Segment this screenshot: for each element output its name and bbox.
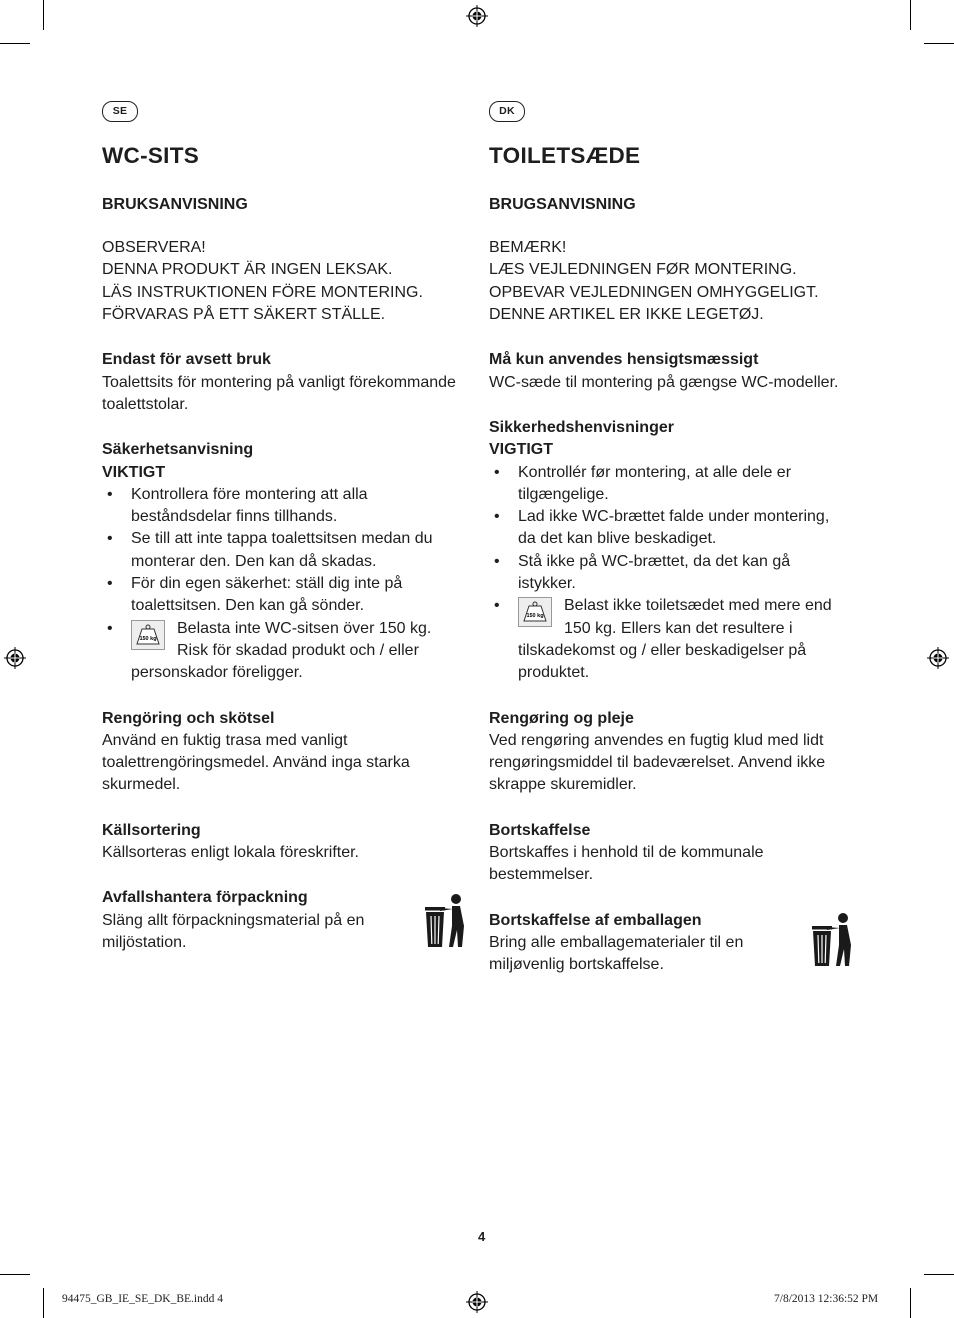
page-title-dk: TOILETSÆDE — [489, 143, 641, 168]
list-item: • Kontrollera före montering att alla beståndsdelar finns tillhands. — [102, 484, 464, 529]
packaging-heading: Avfallshantera förpackning — [102, 889, 308, 907]
sorting-heading: Bortskaffelse — [489, 821, 591, 839]
safety-list — [489, 462, 851, 685]
sorting-heading: Källsortering — [102, 821, 201, 839]
intended-use-heading: Endast för avsett bruk — [102, 351, 271, 369]
registration-mark-icon — [927, 647, 949, 669]
list-item: • Kontrollér før montering, at alle dele er tilgængelige. — [489, 462, 851, 507]
crop-mark — [924, 1274, 954, 1275]
sorting-block-se — [102, 820, 464, 865]
crop-mark — [43, 1288, 44, 1318]
intended-use-block-se — [102, 349, 464, 416]
warning-line: DENNE ARTIKEL ER IKKE LEGETØJ. — [489, 306, 764, 324]
safety-list — [102, 484, 464, 685]
care-block-se — [102, 708, 464, 797]
list-item-weight — [489, 595, 851, 684]
tidyman-disposal-icon — [422, 893, 466, 949]
care-block-dk — [489, 708, 851, 797]
packaging-block-se — [102, 887, 392, 954]
list-item: • Stå ikke på WC-brættet, da det kan gå istykker. — [489, 551, 851, 596]
weight-icon-label: • 150 kg — [139, 635, 157, 642]
page-number: 4 — [478, 1229, 486, 1244]
crop-mark — [924, 43, 954, 44]
page-title-se: WC-SITS — [102, 143, 200, 168]
safety-heading: Sikkerhedshenvisninger — [489, 418, 674, 436]
warning-block-se — [102, 237, 464, 326]
list-item-weight — [102, 618, 464, 685]
intended-use-block-dk — [489, 349, 851, 394]
sorting-text: Källsorteras enligt lokala föreskrifter. — [102, 844, 359, 862]
safety-heading: Säkerhetsanvisning — [102, 441, 254, 459]
safety-block-se — [102, 439, 464, 684]
safety-block-dk — [489, 417, 851, 685]
warning-line: LÄS INSTRUKTIONEN FÖRE MONTERING. — [102, 283, 423, 301]
list-item: • För din egen säkerhet: ställ dig inte på toalettsitsen. Den kan gå sönder. — [102, 573, 464, 618]
packaging-block-dk — [489, 910, 779, 977]
care-heading: Rengøring og pleje — [489, 709, 634, 727]
packaging-text: Bring alle emballagematerialer til en miljøvenlig bortskaffelse. — [489, 933, 744, 974]
registration-mark-icon — [4, 647, 26, 669]
registration-mark-icon — [466, 5, 488, 27]
danish-column — [489, 101, 851, 977]
care-text: Använd en fuktig trasa med vanligt toalettrengöringsmedel. Använd inga starka skurmedel. — [102, 731, 410, 794]
warning-line: OPBEVAR VEJLEDNINGEN OMHYGGELIGT. — [489, 283, 819, 301]
warning-line: BEMÆRK! — [489, 239, 567, 257]
section-heading-manual-dk: BRUGSANVISNING — [489, 196, 636, 213]
footer-filename: 94475_GB_IE_SE_DK_BE.indd 4 — [62, 1293, 223, 1305]
warning-line: OBSERVERA! — [102, 239, 206, 257]
language-badge-se: SE — [102, 101, 138, 122]
language-badge-dk: DK — [489, 101, 525, 122]
weight-150kg-icon — [131, 620, 165, 650]
weight-150kg-icon — [518, 597, 552, 627]
crop-mark — [910, 1288, 911, 1318]
packaging-text: Släng allt förpackningsmaterial på en miljöstation. — [102, 911, 365, 951]
sorting-text: Bortskaffes i henhold til de kommunale bestemmelser. — [489, 844, 764, 884]
registration-mark-icon — [466, 1291, 488, 1313]
crop-mark — [0, 1274, 30, 1275]
weight-icon-label: • 150 kg — [526, 613, 544, 620]
intended-use-heading: Må kun anvendes hensigtsmæssigt — [489, 351, 759, 369]
sorting-block-dk — [489, 820, 789, 887]
safety-subheading: VIKTIGT — [102, 463, 166, 481]
swedish-column — [102, 101, 464, 954]
safety-subheading: VIGTIGT — [489, 441, 553, 459]
warning-block-dk — [489, 237, 851, 326]
list-item: • Se till att inte tappa toalettsitsen medan du monterar den. Den kan då skadas. — [102, 528, 464, 573]
care-text: Ved rengøring anvendes en fugtig klud med lidt rengøringsmiddel til badeværelset. Anvend ikke skrappe skuremidler. — [489, 731, 826, 794]
intended-use-text: WC-sæde til montering på gængse WC-modeller. — [489, 373, 839, 391]
warning-line: FÖRVARAS PÅ ETT SÄKERT STÄLLE. — [102, 306, 386, 324]
footer-timestamp: 7/8/2013 12:36:52 PM — [774, 1293, 879, 1305]
warning-line: DENNA PRODUKT ÄR INGEN LEKSAK. — [102, 261, 393, 279]
warning-line: LÆS VEJLEDNINGEN FØR MONTERING. — [489, 261, 797, 279]
packaging-heading: Bortskaffelse af emballagen — [489, 911, 702, 929]
intended-use-text: Toalettsits för montering på vanligt förekommande toalettstolar. — [102, 373, 456, 413]
weight-warning-text: Belasta inte WC-sitsen över 150 kg. Risk för skadad produkt och / eller personskador föreligger. — [131, 619, 432, 682]
section-heading-manual-se: BRUKSANVISNING — [102, 196, 248, 213]
care-heading: Rengöring och skötsel — [102, 709, 275, 727]
weight-warning-text: Belast ikke toiletsædet med mere end 150 kg. Ellers kan det resultere i tilskadekomst og / eller beskadigelser på produktet. — [518, 597, 832, 682]
crop-mark — [910, 0, 911, 30]
list-item: • Lad ikke WC-brættet falde under montering, da det kan blive beskadiget. — [489, 506, 851, 551]
crop-mark — [0, 43, 30, 44]
crop-mark — [43, 0, 44, 30]
tidyman-disposal-icon — [809, 912, 853, 968]
